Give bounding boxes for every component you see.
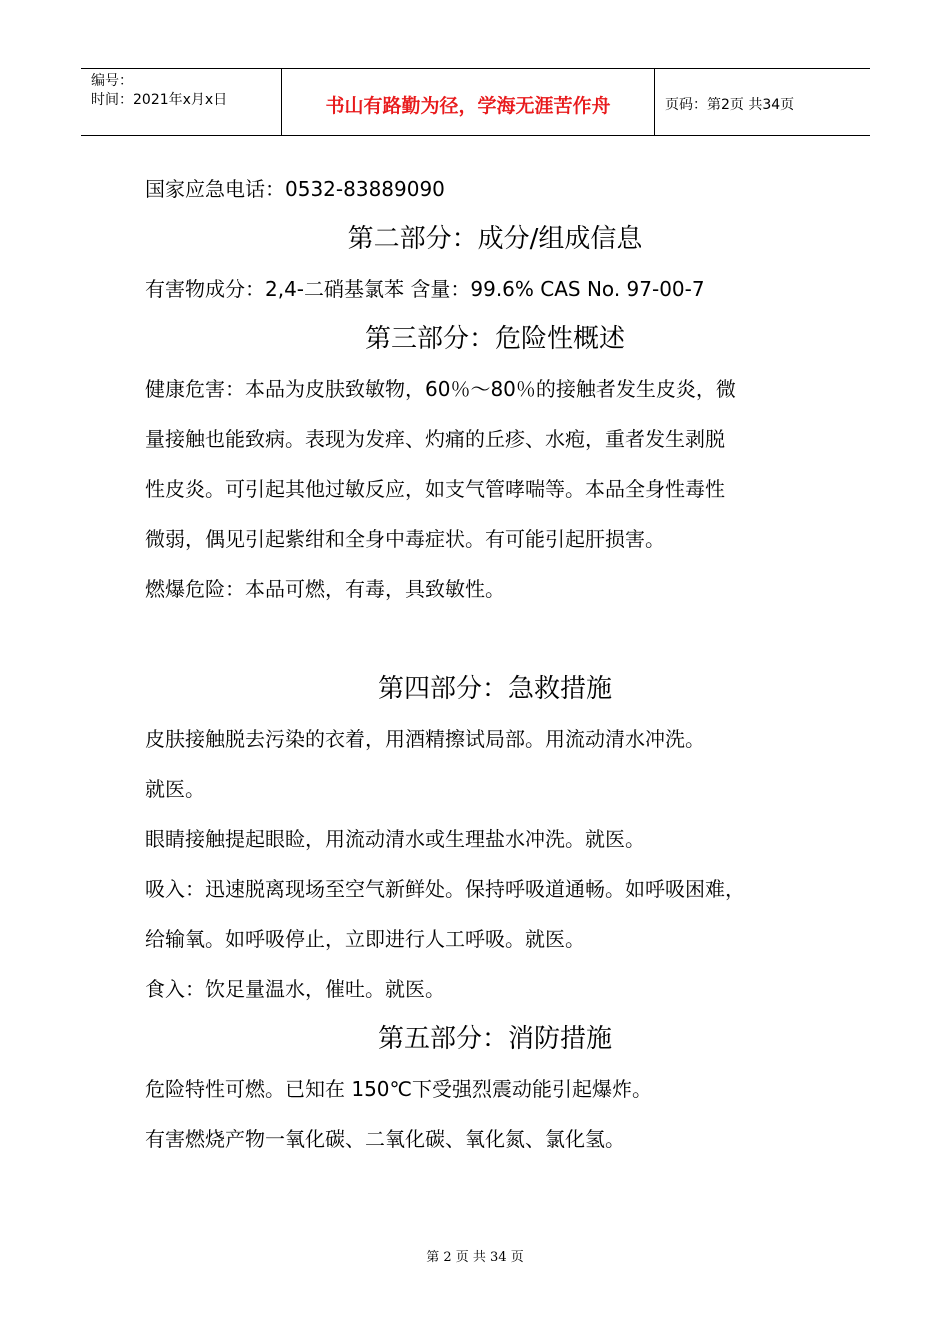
time-label: 时间：2021年x月x日 — [91, 92, 228, 108]
section5-line: 有害燃烧产物一氧化碳、二氧化碳、氧化氮、氯化氢。 — [145, 1127, 625, 1151]
section3-line: 健康危害：本品为皮肤致敏物，60％～80％的接触者发生皮炎，微 — [145, 377, 736, 401]
section4-line: 眼睛接触提起眼睑，用流动清水或生理盐水冲洗。就医。 — [145, 827, 645, 851]
section4-line: 食入：饮足量温水，催吐。就医。 — [145, 977, 445, 1001]
section4-line: 给输氧。如呼吸停止，立即进行人工呼吸。就医。 — [145, 927, 585, 951]
blank-line — [145, 614, 845, 664]
section5-title: 第五部分：消防措施 — [377, 1024, 612, 1054]
header-motto: 书山有路勤为径，学海无涯苦作舟 — [282, 69, 655, 135]
section3-line: 微弱，偶见引起紫绀和全身中毒症状。有可能引起肝损害。 — [145, 527, 665, 551]
header-page-info: 页码：第2页 共34页 — [665, 97, 795, 113]
section4-line: 就医。 — [145, 777, 205, 801]
section3-line: 燃爆危险：本品可燃，有毒，具致敏性。 — [145, 577, 505, 601]
section3-line: 量接触也能致病。表现为发痒、灼痛的丘疹、水疱，重者发生剥脱 — [145, 427, 725, 451]
section2-title: 第二部分：成分/组成信息 — [347, 224, 643, 254]
section4-line: 吸入：迅速脱离现场至空气新鲜处。保持呼吸道通畅。如呼吸困难， — [145, 877, 745, 901]
header-meta-cell — [81, 69, 282, 135]
document-body — [145, 164, 845, 1164]
section5-line: 危险特性可燃。已知在 150℃下受强烈震动能引起爆炸。 — [145, 1077, 652, 1101]
section3-title: 第三部分：危险性概述 — [364, 324, 625, 354]
emergency-phone: 国家应急电话：0532-83889090 — [145, 177, 445, 201]
number-label: 编号： — [91, 73, 133, 89]
section4-line: 皮肤接触脱去污染的衣着，用酒精擦试局部。用流动清水冲洗。 — [145, 727, 705, 751]
section4-title: 第四部分：急救措施 — [377, 674, 612, 704]
page-footer: 第 2 页 共 34 页 — [426, 1250, 524, 1265]
section3-line: 性皮炎。可引起其他过敏反应，如支气管哮喘等。本品全身性毒性 — [145, 477, 725, 501]
header-table — [81, 68, 870, 136]
section2-line: 有害物成分：2,4-二硝基氯苯 含量：99.6% CAS No. 97-00-7 — [145, 277, 705, 301]
